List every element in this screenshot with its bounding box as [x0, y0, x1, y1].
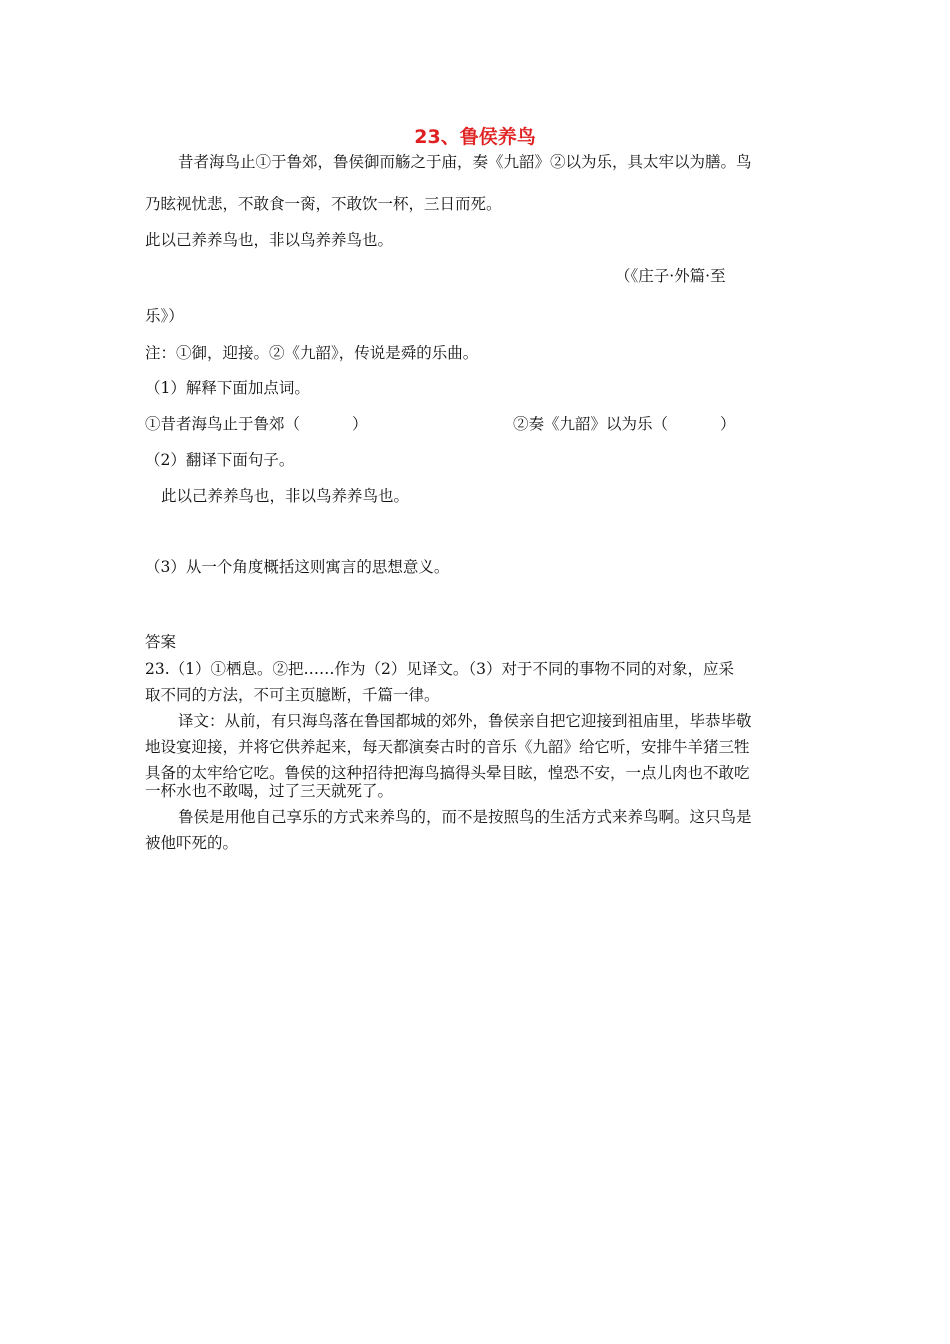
- translation-line-5: 鲁侯是用他自己享乐的方式来养鸟的，而不是按照鸟的生活方式来养鸟啊。这只鸟是: [178, 808, 752, 826]
- passage-line-1: 昔者海鸟止①于鲁郊，鲁侯御而觞之于庙，奏《九韶》②以为乐，具太牢以为膳。鸟: [178, 153, 752, 171]
- translation-line-6: 被他吓死的。: [145, 834, 239, 852]
- question-1-item-2-close: ）: [720, 415, 736, 433]
- translation-line-2: 地设宴迎接，并将它供养起来，每天都演奏古时的音乐《九韶》给它听，安排牛羊猪三牲: [145, 738, 750, 756]
- translation-line-3: 具备的太牢给它吃。鲁侯的这种招待把海鸟搞得头晕目眩，惶恐不安，一点儿肉也不敢吃: [145, 764, 750, 782]
- notes: 注：①御，迎接。②《九韶》，传说是舜的乐曲。: [145, 344, 479, 362]
- passage-line-3: 此以己养养鸟也，非以鸟养养鸟也。: [145, 231, 394, 249]
- question-1-item-1-close: ）: [352, 415, 368, 433]
- question-1-item-2-text: ②奏《九韶》以为乐（: [513, 415, 669, 433]
- passage-source-b: 乐》）: [145, 307, 184, 325]
- question-1-item-1: [145, 414, 368, 434]
- question-1-item-1-text: ①昔者海鸟止于鲁郊（: [145, 415, 301, 433]
- question-2-label: （2）翻译下面句子。: [145, 451, 295, 469]
- passage-source-a: （《庄子·外篇·至: [615, 267, 726, 285]
- question-1-item-2: [513, 414, 736, 434]
- answer-line-1: 23.（1）①栖息。②把……作为（2）见译文。（3）对于不同的事物不同的对象，应采: [145, 660, 734, 678]
- translation-line-1: 译文：从前，有只海鸟落在鲁国都城的郊外，鲁侯亲自把它迎接到祖庙里，毕恭毕敬: [178, 712, 752, 730]
- passage-line-2: 乃眩视忧悲，不敢食一脔，不敢饮一杯，三日而死。: [145, 195, 502, 213]
- answer-heading: 答案: [145, 633, 177, 651]
- question-3-label: （3）从一个角度概括这则寓言的思想意义。: [145, 558, 450, 576]
- question-2-sentence: 此以己养养鸟也，非以鸟养养鸟也。: [161, 487, 410, 505]
- page-title: 23、鲁侯养鸟: [414, 126, 536, 148]
- answer-line-2: 取不同的方法，不可主页臆断，千篇一律。: [145, 686, 440, 704]
- question-1-label: （1）解释下面加点词。: [145, 379, 310, 397]
- translation-line-4: 一杯水也不敢喝，过了三天就死了。: [145, 782, 394, 800]
